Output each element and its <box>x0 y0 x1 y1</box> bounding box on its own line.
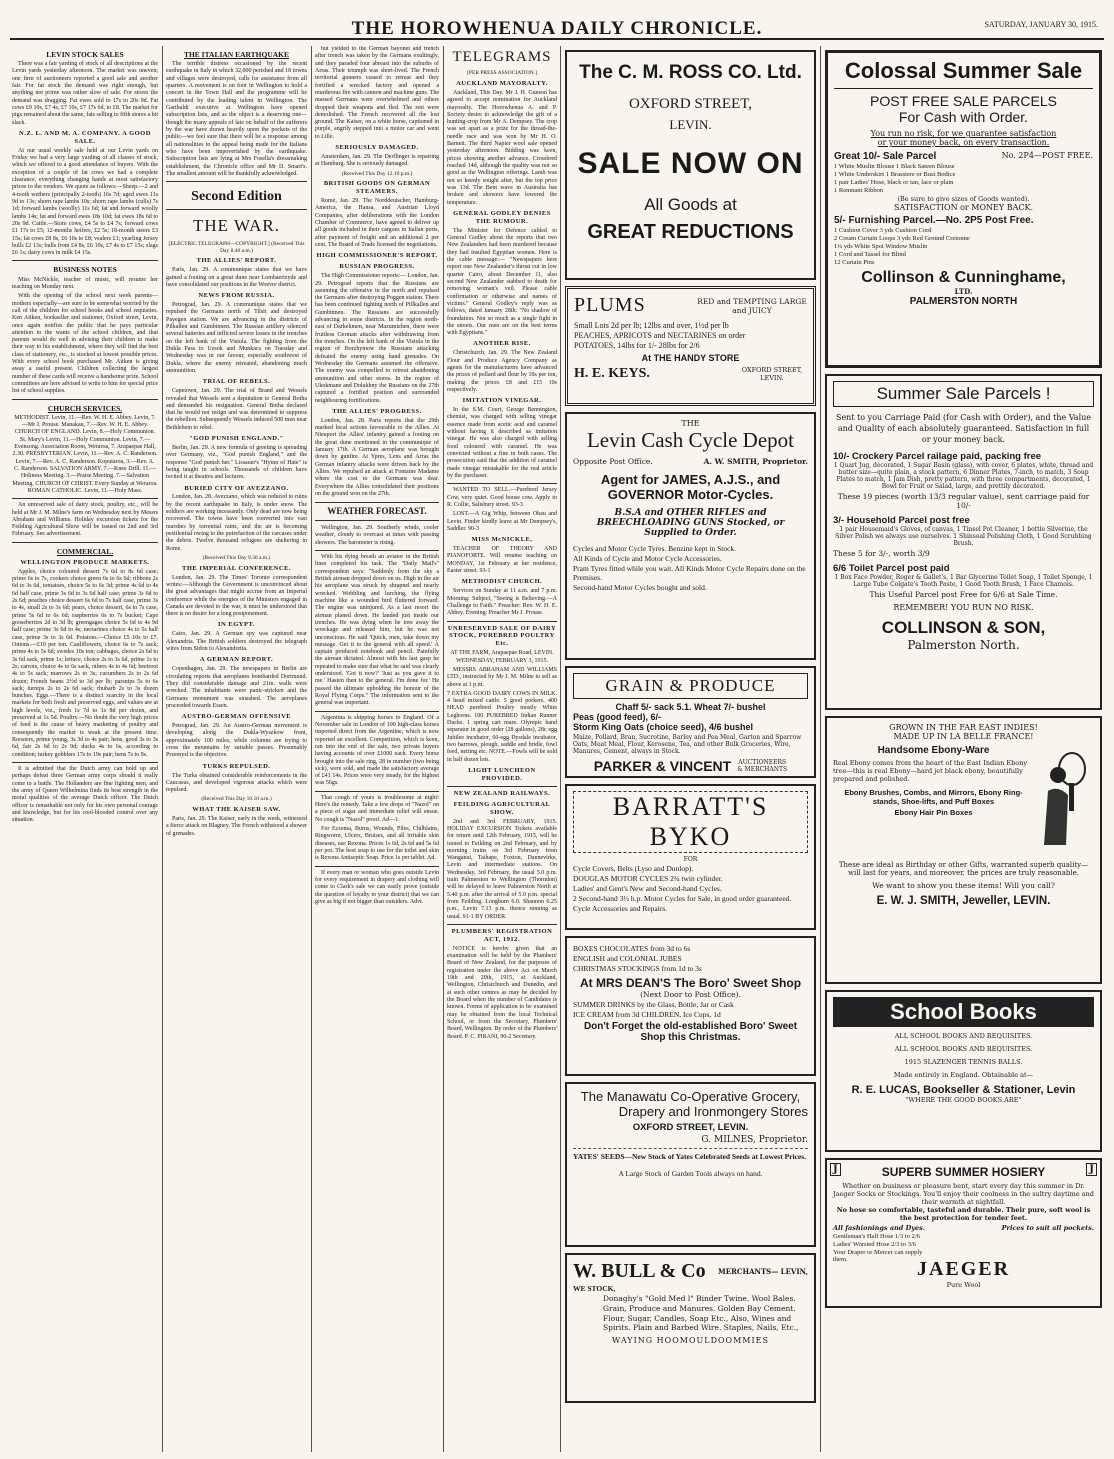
grain-tagline: AUCTIONEERS & MERCHANTS <box>737 759 788 773</box>
article-paragraph: The Minister for Defence cabled to General Godley about the reports that two New Zealanders had been murdered because they had insulted Egyptian women. Here is the cable message:— "Newspapers here report one New Zealander's throat cut in low quarter Cairo, about December 11, also second New Zealander stabbed to death for removing woman's veil. Please cable confirmation or otherwise and names of victims." General Godley's reply was as follows, dated January 28th: "No shadow of foundation. Not so much as a single fight in the streets. Our men are on the best terms with Egyptians." <box>447 227 557 337</box>
mirror-icon <box>1038 745 1094 855</box>
heading: TURKS REPULSED. <box>202 762 271 770</box>
colossal-item: 1¼ yds White Spot Window Muslin <box>834 243 928 250</box>
classified-lost: LOST.—A Gig Whip, between Ohau and Levin. Finder kindly leave at Mr Dempsey's, Saddler. 90-3 <box>447 511 557 532</box>
colossal-item: 1 White Muslin Blouse 1 Black Sateen Blouse <box>834 163 955 170</box>
column-rule <box>443 46 444 1452</box>
column-rule <box>820 46 821 1452</box>
ad-ebony-ware <box>825 716 1102 984</box>
heading: NEWS FROM RUSSIA. <box>198 292 275 300</box>
article-paragraph: Copenhagen, Jan. 29. The newspapers in Berlin are circulating reports that aeroplanes bombarded Dortmund. They did considerable damage and 21m. walls were wrecked. The inhabitants were panic-stricken and the Germans monument was smashed. The aeroplanes proceeded towards Essen. <box>166 666 307 709</box>
dean-line: CHRISTMAS STOCKINGS from 1d to 3s <box>573 964 702 973</box>
heading: IMITATION VINEGAR. <box>462 397 542 405</box>
article-paragraph: In the S.M. Court, George Bennington, chemist, was charged with selling vinegar essence made from acetic acid and caramel without having it described as imitation vinegar. He was also charged with selling food coloured with caramel. He was convicted without a fine in both cases. The prosecution said that the addition of caramel made vinegar mistakable for the real article by the purchaser. <box>447 407 557 479</box>
article-paragraph: 2nd and 3rd FEBRUARY, 1915. HOLIDAY EXCURSION Tickets available for return until 12th February, 1915, will be issued to Feilding on 2nd February, and by morning trains on 3rd February from Wanganui, Taihape, Foxton, Dannevirke, Levin and intermediate stations. On Wednesday, 3rd February, the usual 5.0 p.m. train Palmerston to Wellington (Thorndon) will be delayed to leave Palmerston North at 5.40 p.m. after the arrival of 5.0 p.m. special from Feilding. Longburn 6.0. Shannon 6.25 p.m., Levin 7.13 p.m. thence running as usual. 91-1 BY ORDER. <box>447 818 557 920</box>
heading: THE IMPERIAL CONFERENCE. <box>182 564 291 572</box>
dean-line: SUMMER DRINKS by the Glass, Bottle, Jar or Cask <box>573 1000 734 1009</box>
byko-line: 2 Second-hand 3½ h.p. Motor Cycles for Sale, in good order guaranteed. <box>573 894 792 903</box>
heading-church-services: CHURCH SERVICES. <box>47 403 123 413</box>
received-note: (Received This Day 12.10 p.m.) <box>341 170 413 177</box>
cycle-line: Pram Tyres fitted while you wait. All Kinds Motor Cycle Repairs done on the Premises. <box>573 564 806 582</box>
colossal-satisfaction: SATISFACTION or MONEY BACK. <box>893 203 1034 212</box>
colossal-post: POST FREE SALE PARCELS <box>870 93 1057 109</box>
ad-colossal-summer-sale <box>825 50 1102 368</box>
heading: LIGHT LUNCHEON PROVIDED. <box>468 766 536 782</box>
ad-barratts-byko <box>565 784 816 930</box>
ad-mrs-dean <box>565 936 816 1076</box>
article-paragraph: Services on Sunday at 11 a.m. and 7 p.m. Morning: Subject, "Seeing is Believing.—A Challenge to Faith." Preacher: Rev. W. H. E. Abbey. Evening: Preacher Mr J. Prouse. <box>447 588 557 617</box>
heading: IN EGYPT. <box>218 621 255 629</box>
byko-line: Cycle Accessories and Repairs. <box>573 904 668 913</box>
divider <box>447 621 557 622</box>
dean-line: ENGLISH and COLONIAL JUBES <box>573 954 682 963</box>
summer-remember: REMEMBER! YOU RUN NO RISK. <box>893 602 1034 612</box>
cycle-location: Opposite Post Office. <box>573 457 653 466</box>
article-paragraph: London, Jan. 28. Paris reports that the 29th marked local actions favourable to the Allies. At Nieuport the Allies' infantry gained a footing on the great dune mentioned in the communique of January 17th. A German aeroplane was brought down by gunfire. At Ypres, Lens and Arras the German infantry attacks were driven back by the Allies. We repulsed an attack at Fontaine Madame where the cost to the Germans was dear. Everywhere the Allies consolidated their positions on the ground won on the 27th. <box>315 417 439 497</box>
summer-household-price: These 5 for 3/-, worth 3/9 <box>833 548 930 558</box>
ad-school-books <box>825 990 1102 1152</box>
heading-produce-markets: WELLINGTON PRODUCE MARKETS. <box>20 558 150 566</box>
ad-summer-sale-parcels <box>825 374 1102 710</box>
divider <box>315 791 439 792</box>
byko-for: FOR <box>683 856 698 863</box>
heading: RUSSIAN PROGRESS. <box>339 263 415 271</box>
summer-title: Summer Sale Parcels ! <box>833 381 1094 407</box>
cycle-agent: Agent for JAMES, A.J.S., and GOVERNOR Motor-Cycles. <box>600 472 781 502</box>
divider <box>12 498 158 499</box>
dean-line: BOXES CHOCOLATES from 3d to 6s <box>573 944 691 953</box>
colossal-item: 1 Remnant Ribbon <box>834 187 884 194</box>
dean-reminder: Don't Forget the old-established Boro' Sweet Shop this Christmas. <box>583 1021 798 1043</box>
article-paragraph: but yielded to the German bayonet and trench after trench was taken by the Germans exultingly, and they paraded four abreast into the suburbs of Arras. Their triumph was short-lived. The French territorial gunners ceased to retreat and they fortified a wrecked factory and opened a murderous fire with cannon and machine guns. The massed Germans were overwhelmed and others dropped their weapons and fled. The rest were demolished. The French recovered all the lost ground. The Kaiser, on a white horse, captioned in purple, angrily stepped into a motor car and went to Lille. <box>315 46 439 140</box>
corner-j: J <box>830 1163 841 1176</box>
the-war-heading: THE WAR. <box>192 216 280 236</box>
jaeger-title: SUPERB SUMMER HOSIERY <box>881 1165 1046 1179</box>
colossal-item: 2 Cream Curtain Loops 3 yds Red Ground Cretonne <box>834 235 970 242</box>
article-paragraph: Rome, Jan. 29. The Norddeutscher, Hamburg-America, the Hansa, and Austrian Lloyd Companies, after deliberations with the London Chamber of Commerce, have agreed to deliver up all goods included in their cargoes in Italian ports, after payment of freight and an additional 2 per cent. The Board of Trade licensed the negotiations. <box>315 198 439 249</box>
summer-toilet-items: 1 Box Face Powder, Roger & Gallet's, 1 Bar Glycerine Toilet Soap, 1 Toilet Sponge, 1 Large Tube Colgate's Tooth Paste, 1 Good Tooth Brush, 1 Face Chamois. <box>834 573 1093 588</box>
jaeger-price-row: Gentleman's Half Hose 1/3 to 2/6 <box>833 1233 920 1240</box>
article-paragraph: If every man or woman who goes outside Levin for every requirement in drapery and clothing will come to Clark's sale we can easily prove (outside the question of loyalty to your district) that we can give as big if not bigger than outsiders. Advt. <box>315 869 439 905</box>
article-paragraph: Apples, choice coloured dessert 7s 6d to 8s 6d case; prime 6s to 7s, cookers choice green 6s to 6s 6d; ribbons 2s 6d to 3s 6d, tomatoes, choice 5s to 6s 3d; prime 4s 6d to 4s 6d half case, prime 3s 6d to 3s 6d half case; prime 3s 6d to 2s 6d; peaches choice dessert 6s 6d to 7s half case, prime 3s to 4s, small 2s to 3s 6d; pears, choice dessert, 6s to 7s case, prime 5s 6d to 6s 6d; raspberries 6s to 7s bucket; Cape gooseberries 2d to 3d lb; greengages choice 5s 6d to 4s 9d half case; prime 3s 6d to 4s; nectarines choice 4s to 5s half case, prime 3s to 3s 6d. Potatoes.—Choice £5 10s to £7. Onions.—£10 per ton. Cauliflowers, choice 6s to 7s sack; prime 4s to 5s 6d; swedes 10s ton; cabbages, choice 2s 6d to 3s 6d sack, prime 1s; lettuce, choice 2s to 3s 6d, prime 1s to 2s; carrots, choice 4s to 6s sack, others 4s to 4s 6d; beetroot 4s to 5s sack; marrows 2s to 3s; cucumbers 2s to 2s 6d dozen; French beans 2½d to 3d per lb; parsnips 5s to 6s sack; turnips 2s to 2s 6d sack; rhubarb 2s to 3s dozen bunches. Eggs.—There is a distinct scarcity in the local markets for both fresh and preserved eggs, and values are at high levels, viz., fresh 1s 7d to 1s 8d per dozen, and preserved at 1s 5d. Poultry.—No doubt the very high prices of feed is the cause of heavy marketing of poultry and consequently the market is weak at the present time. Roosters, prime young, 3s 3d to 4s pair; hens, good 3s to 3s 6d, fair 2s 6d to 2s 9d; ducks 4s to 6s, according to condition; turkey gobblers 17s to 19s pair; hens 7s to 9s. <box>12 568 158 758</box>
column-rule <box>311 46 312 1452</box>
article-paragraph: Berlin, Jan. 29. A new formula of greeting is spreading over Germany, viz., "God punish England," and the response "God punish her." Lissauer's "Hymn of Hate" is being taught in schools. Thousands of children have recited it at theatres and lectures. <box>166 444 307 481</box>
cycle-proprietor: A. W. SMITH, Proprietor. <box>703 457 808 466</box>
heading-business-notes: BUSINESS NOTES <box>53 265 117 275</box>
byko-title: BARRATT'S BYKO <box>573 791 808 853</box>
heading: AUSTRO-GERMAN OFFENSIVE <box>181 713 292 721</box>
divider <box>12 762 158 763</box>
heading: THE ALLIES' REPORT. <box>196 257 277 265</box>
article-paragraph: London, Jan. 28. Avezzano, which was reduced to ruins by the recent earthquake in Italy, is under snow. The soldiers are working incessantly. Only dead are now being recovered. The towns have been converted into vast marshes by torrential rains, and the air is becoming pestilential owing to the putrefaction of the carcases under the debris. Twelve thousand refugees are sheltering in Rome. <box>166 494 307 552</box>
summer-crockery: 10/- Crockery Parcel railage paid, packing free <box>833 450 1042 462</box>
school-books-title: School Books <box>833 997 1094 1027</box>
heading: BURIED CITY OF AVEZZANO. <box>184 484 289 492</box>
divider <box>315 550 439 551</box>
second-edition-banner: Second Edition <box>191 189 282 205</box>
summer-household: 3/- Household Parcel post free <box>833 514 970 526</box>
divider <box>447 924 557 925</box>
colossal-ltd: LTD. <box>954 287 973 296</box>
heading: PLUMBERS' REGISTRATION ACT, 1912. <box>451 927 553 943</box>
article-paragraph: Paris, Jan. 29. The Kaiser, early in the week, witnessed a fierce attack on Blagney. The French withstood a shower of grenades. <box>166 816 307 837</box>
ad-cycle-depot <box>565 412 816 660</box>
column-rule <box>560 46 561 1452</box>
jaeger-logo: JAEGER <box>916 1258 1011 1280</box>
colossal-risk: You run no risk, for we guarantee satisfaction <box>870 129 1057 138</box>
heading: AUCKLAND MAYORALTY. <box>456 80 548 87</box>
received-note: (Received This Day 10.10 a.m.) <box>201 796 272 803</box>
ad-cm-ross <box>565 50 816 280</box>
article-paragraph: There was a fair yarding of stock of all descriptions at the Levin yards yesterday afternoon. The market was uneven; one firm of auctioneers reported a good sale and another fair. For fat stock the demand was right enough, but anything not prime was rather slow of sale. For stores the demand was dragging. Fat ewes sold to 17s to 20s 9d. Fat cows £9 10s, £7 4s, £7 10s, £7 17s 6d, to £8. The market for pigs remained about the same, fats selling to fifth stores a bit slack. <box>12 61 158 126</box>
corner-j: J <box>1086 1163 1097 1176</box>
colossal-parcel-no: No. 2P4—POST FREE. <box>1001 151 1093 160</box>
divider <box>315 866 439 867</box>
weather-forecast-heading: WEATHER FORECAST. <box>315 502 439 521</box>
ebony-jeweller: E. W. J. SMITH, Jeweller, LEVIN. <box>876 895 1051 907</box>
heading-company-sale: N.Z. L. AND M. A. COMPANY. A GOOD SALE. <box>19 129 151 145</box>
ebony-pins: Ebony Hair Pin Boxes <box>894 808 973 817</box>
plums-store: At THE HANDY STORE <box>641 353 740 363</box>
telegrams-heading: TELEGRAMS <box>452 49 552 65</box>
column-rule <box>162 46 163 1452</box>
cycle-rifles: B.S.A and OTHER RIFLES and BREECHLOADING GUNS Stocked, or Supplied to Order. <box>596 508 785 538</box>
byko-line: Cycle Covers, Belts (Lyso and Dunlop). <box>573 864 694 873</box>
divider <box>315 711 439 712</box>
dean-next: (Next Door to Post Office). <box>640 990 741 999</box>
heading-italian-earthquake: THE ITALIAN EARTHQUAKE <box>183 50 290 59</box>
heading-commercial: COMMERCIAL. <box>56 546 114 556</box>
article-paragraph: With his dying breath an aviator in the British lines completed his task. The "Daily Mail's" correspondent says: "Suddenly from the sky a British airman dropped down on us. High in the air his aeroplane was struck by shrapnel and nearly wrecked. Wobbling and lurching, the flying machine like a wounded bird fluttered forward. The engine was uninjured. As a last resort the airman planed down. He landed just inside our trenches. He was dying when he tore away the wreckage and released him, but he was not unconscious. He said 'Quick, men, take down my message. Get it to the general with all speed.' A captain produced notebook and pencil. Painfully the airman dictated. Almost with his last gasp he repeated to make sure that what he said was clearly understood. 'Got it now?' 'Just as you gave it to me.' Hasten then to the general. I'm done for.' He passed the ultimate upholding the honour of the Royal Flying Corps." The information sent to the general was important. <box>315 554 439 707</box>
grain-merchant: PARKER & VINCENT <box>593 758 732 774</box>
grain-stock: Maize, Pollard, Bran, Sucrotine, Barley and Pea Meal, Garton and Sparrow Oats, Meat Meal, Flour, Kerosene, Tea, and other Bulk Groceries, Wire, Manures, Cement, always in Stock. <box>573 734 802 755</box>
plums-tagline: RED and TEMPTING LARGE and JUICY <box>697 296 807 315</box>
heading: SERIOUSLY DAMAGED. <box>335 144 419 152</box>
plums-potatoes: POTATOES, 14lbs for 1/- 28lbs for 2/6 <box>574 341 700 350</box>
bull-footer: WAYING HOOMOULDOOMMIES <box>612 1336 769 1345</box>
coop-yates: YATES' SEEDS—New Stock of Yates Celebrated Seeds at Lowest Prices. <box>573 1152 807 1161</box>
article-paragraph: Miss McNickle, teacher of music, will resume her teaching on Monday next. <box>12 276 158 290</box>
colossal-sizes: (Be sure to give sizes of Goods wanted). <box>897 195 1030 203</box>
plums-peaches: PEACHES, APRICOTS and NECTARINES on order <box>574 331 746 340</box>
cycle-line: Cycles and Motor Cycle Tyres. Benzine kept in Stock. <box>573 544 737 553</box>
article-paragraph: Auckland, This Day. Mr J. H. Gunson has agreed to accept nomination for Auckland mayoralty. The Horowhenua A. and P. Society desire to acknowledge the gift of a hunting-crop from Mr A. Dempsey. The crop was set apart as a prize for the thread-the-needle race and was won by Mr H. O. Barnett. The third Napier wool sale opened yesterday afternoon. Bidding was keen, prices showing another advance. Crossbred reached 14d, although the quality was not so good as the Wellington offerings. Lamb was not so keenly sought after, but the top price was 13d. The Bent wave in Australia has broken and showers have lowered the temperature. <box>447 89 557 206</box>
sale-instruction: MESSRS ABRAHAM AND WILLIAMS LTD., instructed by Mr J. M. Milne to sell as above at 1 p.m. <box>447 666 557 688</box>
article-paragraph: Petrograd, Jan. 29. An Austro-German movement is developing along the Dukla-Wyszkow front, approximately 100 miles, while columns are trying to cross the mountains by suitable passes. Presumably Przemysl is the objective. <box>166 723 307 759</box>
column-2 <box>166 46 307 1452</box>
school-line: 1915 SLAZENGER TENNIS BALLS. <box>904 1058 1023 1066</box>
telegrams-sub: [PER PRESS ASSOCIATION.] <box>467 70 537 77</box>
coop-proprietor: G. MILNES, Proprietor. <box>701 1135 808 1145</box>
heading: MISS McNICKLE, <box>471 536 533 544</box>
ross-address: OXFORD STREET, <box>628 96 753 112</box>
grain-peas: Peas (good feed), 6/- <box>573 712 662 722</box>
heading: GENERAL GODLEY DENIES THE RUMOUR. <box>453 209 551 225</box>
colossal-item: 1 pair Ladies' Hose, black or tan, lace or plain <box>834 179 954 186</box>
coop-stores: Drapery and Ironmongery Stores <box>618 1104 808 1119</box>
column-4 <box>447 46 557 1452</box>
colossal-place: PALMERSTON NORTH <box>909 296 1018 307</box>
divider <box>166 209 307 210</box>
plums-address: OXFORD STREET, LEVIN. <box>741 366 803 382</box>
article-paragraph: Cairo, Jan. 29. A German spy was captured near Alexandria. The British soldiers destroyed the telegraph wires from Sidon to Alexandretta. <box>166 631 307 653</box>
article-paragraph: With the opening of the school next week parents—mothers especially—are sure to be somewhat worried by the call of the children for school books and school requisites. Ken Aitken, bookseller and stationer, Oxford street, Levin, once again notifies the public that he pays particular attention to the wants of the school children, and that parents would do well in advising their children to make their way to his establishment, where they will find the best class of stationery, etc., is stocked at lowest possible prices. With every school book purchased Mr. Aitken is giving away a useful present. Children collecting the largest number of these cards will receive a handsome prize. School committees are here advised to write to him for special price list of school supplies. <box>12 293 158 395</box>
school-slogan: "WHERE THE GOOD BOOKS ARE" <box>905 1096 1022 1104</box>
grain-oats: Storm King Oats (choice seed), 4/6 bushel <box>573 722 754 732</box>
heading: ANOTHER RISE. <box>473 340 531 348</box>
ads-column-center <box>563 46 818 1452</box>
colossal-item: 1 White Underskirt 1 Brassiere or Bust Bodice <box>834 171 956 178</box>
article-paragraph: The terrible distress occasioned by the recent earthquake in Italy in which 32,000 perished and 18 towns and villages were destroyed, calls for assistance from all quarters. A movement is on foot in Wellington to hold a concert in the Town Hall and the programme will be contributed by the leading talent in Wellington. The Garibaldi executive at Wellington have opened subscription lists, and as the object is a deserving one—though the many appeals of late on behalf of the sufferers by the war have drawn heavily upon the pockets of the public—we feel sure that there will be a response among all nationalities to the appeal being made for the Italians who have been impoverished by the earthquake. Subscription lists are lying at Mrs Fosella's dressmaking establishment, the Chronicle office and Mr D. Smart's. The smallest amount will be thankfully acknowledged. <box>166 61 307 177</box>
issue-date: SATURDAY, JANUARY 30, 1915. <box>984 20 1098 29</box>
heading: "GOD PUNISH ENGLAND." <box>189 435 284 443</box>
cycle-line: All Kinds of Cycle and Motor Cycle Accessories. <box>573 554 722 563</box>
jaeger-fashions: All fashionings and Dyes. <box>833 1224 926 1232</box>
newspaper-title: THE HOROWHENUA DAILY CHRONICLE. <box>351 18 763 39</box>
summer-crockery-items: 1 Quart Jug, decorated, 1 Sugar Basin (glass), with cover, 6 plates, white, thread and butter size—quite plain, a stock pattern, 6 Dinner Plates, 7-inch, to match, 3 Soup Plates to match, 1 Jam Dish, pretty pattern, with three compartments, decorated, 1 Bowl for Fruit or Salad, large, and prettily decorated. <box>833 461 1094 490</box>
summer-store-name: COLLINSON & SON, <box>881 617 1046 637</box>
sale-items: 7 EXTRA GOOD DAIRY COWS IN MILK. 4 head mixed cattle. 5 good porkers. 400 HEAD purebred Poultry mostly White Leghorns. 100 PUREBRED Indian Runner Ducks. 1 spring cart mare. Olympic hand separator in good order (28 gallons), 28c egg Jubilee incubator, 60-egg Dysdale incubator, two harrows, plough, saddle and bridle, fowl feed, netting etc. NOTE.—Fowls will be sold in half dozen lots. <box>447 690 557 763</box>
colossal-item: 1 Cushion Cover 3 yds Cushion Cord <box>834 227 932 234</box>
plums-prices: Small Lots 2d per lb; 12lbs and over, 1½d per lb <box>574 321 729 330</box>
article-paragraph: London, Jan. 29. The Times' Toronto correspondent writes:—Although the Government is unconvinced about the great advantages that might accrue from an Imperial conference while the energies of the Ministers engaged in Canada are devoted to the war, it must be understood that there is no desire for a long postponement. <box>166 574 307 618</box>
jaeger-price-row: Ladies' Worsted Hose 2/3 to 3/6 <box>833 1241 917 1248</box>
ads-column-right <box>823 46 1104 1452</box>
heading: HIGH COMMISSIONER'S REPORT. <box>316 252 438 260</box>
article-paragraph: Christchurch, Jan. 29. The New Zealand Flour and Produce Agency Company as agents for the manufacturers have advanced the prices of pollard and flour by 10s per ton, making the prices £8 and £15 10s respectively. <box>447 350 557 393</box>
ad-manawatu-coop <box>565 1082 816 1247</box>
plums-proprietor: H. E. KEYS. <box>574 366 650 381</box>
summer-household-items: 1 pair Housemaid's Gloves, of canvas, 1 Tinsel Pot Cleaner, 1 bottle Silverine, the Silver Polish we always use ourselves. 1 Shinsoal Polishing Cloth, 1 Good Scrubbing Brush. <box>835 525 1092 547</box>
divider <box>447 483 557 484</box>
ross-name: The C. M. ROSS CO. Ltd. <box>579 62 802 83</box>
school-line: ALL SCHOOL BOOKS AND REQUISITES. <box>894 1045 1033 1053</box>
column-3 <box>315 46 439 1452</box>
jaeger-comfort: No hose so comfortable, tasteful and durable. Their pure, soft wool is the best protection for tender feet. <box>836 1206 1091 1222</box>
divider <box>166 181 307 182</box>
bull-tagline: MERCHANTS— LEVIN, <box>718 1267 808 1276</box>
heading: BRITISH GOODS ON GERMAN STEAMERS. <box>323 180 431 196</box>
heading: UNRESERVED SALE OF DAIRY STOCK, PUREBRED POULTRY Etc. <box>447 624 557 648</box>
article-paragraph: Amsterdam, Jan. 29. The Derflinger is repairing at Hamburg. She is seriously damaged. <box>315 153 439 168</box>
war-subheading: [ELECTRIC TELEGRAPH—COPYRIGHT.] (Received This Day 8.40 a.m.) <box>168 240 305 254</box>
dean-shop: At MRS DEAN'S The Boro' Sweet Shop <box>579 976 802 990</box>
cycle-depot-name: Levin Cash Cycle Depot <box>586 428 795 452</box>
cycle-the: THE <box>681 419 700 428</box>
summer-toilet-price: This Useful Parcel post Free for 6/6 at Sale Time. <box>869 589 1058 599</box>
ad-plums <box>565 286 816 406</box>
ad-grain-produce <box>565 666 816 778</box>
ebony-call: We want to show you these items! Will you call? <box>872 881 1055 890</box>
colossal-parcel: Great 10/- Sale Parcel <box>834 151 937 162</box>
coop-address: OXFORD STREET, LEVIN. <box>632 1122 749 1133</box>
article-paragraph: That cough of yours is troublesome at night! Here's the remedy. Take a few drops of "Nazol" on a piece of sugar and immediate relief will ensue. No cough is "Nazol" proof. Ad—1. <box>315 794 439 823</box>
dean-line: ICE CREAM from 3d CHILDREN, Ice Cups, 1d <box>573 1010 721 1019</box>
article-paragraph: Petrograd, Jan. 29. A communique states that we repulsed the Germans north of Tilsit and destroyed Payegen station. We are advancing in the districts of Pilkallen and Gumbinnen. The Russian artillery silenced several batteries and inflicted severe losses in the trenches on the left bank of the Vistula. The fighting from the Dukla Pass to Uzsok and Munkacs on Tuesday and Wednesday was in our favour, especially southwest of Dukla, where the enemy retreated, abandoning much ammunition. <box>166 302 307 374</box>
cycle-line: Second-hand Motor Cycles bought and sold. <box>573 583 707 592</box>
plums-title: PLUMS <box>574 294 646 316</box>
ad-jaeger-hosiery <box>825 1158 1102 1308</box>
heading: TRIAL OF REBELS. <box>202 378 271 386</box>
church-listing: METHODIST. Levin, 11.—Rev. W. H. E. Abbey. Levin, 7.—Mr J. Prouse. Manakau, 7.—Rev. W. H. E. Abbey. CHURCH OF ENGLAND. Levin, 8.—Holy Communion. St. Mary's Levin, 11.—Holy Communion. Levin, 7.—Evensong. Association Room, Weraroa, 7. Arapaepae Hall, 2.30. PRESBYTERIAN. Levin, 11.—Rev. A. C. Randerson. Levin, 7.—Rev. A. C. Randerson. Koputaroa, 3.—Rev. A. C. Randerson. SALVATION ARMY. 7.—Knee Drill. 11.—Holiness Meeting. 3.—Praise Meeting. 7.—Salvation Meeting. CHURCH OF CHRIST. Every Sunday at Weraroa. ROMAN CATHOLIC. Levin, 11.—Holy Mass. <box>12 414 158 494</box>
coop-garden: A Large Stock of Garden Tools always on hand. <box>618 1169 763 1178</box>
article-paragraph: NOTICE is hereby given that an examination will be held by the Plumbers' Board of New Zealand, for the purposes of registration under the above Act on March 19th and 20th, 1915, at Auckland, Wellington, Christchurch and Dunedin, and at such other centres as may be decided by the Board when the number of Candidates is known. Forms of application to be examined may be obtained from the local Technical School, or from the Secretary, Plumbers' Board, Wellington. By order of the Plumbers' Board. P. C. PIRANI, 90-2 Secretary. <box>447 945 557 1040</box>
heading: NEW ZEALAND RAILWAYS. <box>453 789 551 797</box>
divider <box>12 542 158 543</box>
column-1 <box>12 46 158 1452</box>
heading: METHODIST CHURCH. <box>461 578 543 586</box>
bull-items: Donaghy's "Gold Med l" Binder Twine. Wool Bales. Grain, Produce and Manures. Golden Bay Cement. Flour, Sugar, Candles, Soap Etc., Also, Wines and Spirits. Plain and Barbed Wire. Staples, Nails, Etc., <box>603 1294 799 1333</box>
grain-title: GRAIN & PRODUCE <box>573 673 808 699</box>
summer-place: Palmerston North. <box>907 637 1020 652</box>
jaeger-pure-wool: Pure Wool <box>946 1281 981 1289</box>
ebony-items: Ebony Brushes, Combs, and Mirrors, Ebony Ring-stands, Shoe-lifts, and Puff Boxes <box>844 788 1023 806</box>
received-note: (Received This Day 9.30 a.m.) <box>202 554 271 561</box>
bull-stock: WE STOCK, <box>573 1284 616 1293</box>
school-line: Made entirely in England. Obtainable at— <box>893 1071 1034 1079</box>
colossal-cash: For Cash with Order. <box>898 109 1029 125</box>
ebony-gifts: These are ideal as Birthday or other Gifts, warranted superb quality—will last for years, and moreover, the prices are truly reasonable. <box>838 861 1089 877</box>
article-paragraph: The Turks obtained considerable reinforcements in the Caucasus, and developed vigorous attacks which were repulsed. <box>166 772 307 794</box>
byko-line: Ladies' and Gent's New and Second-hand Cycles. <box>573 884 722 893</box>
ebony-made: MADE UP IN LA BELLE FRANCE! <box>893 732 1034 741</box>
ad-w-bull <box>565 1253 816 1403</box>
ebony-title: Handsome Ebony-Ware <box>877 745 990 756</box>
masthead <box>10 18 1104 40</box>
byko-line: DOUGLAS MOTOR CYCLES 2¾ twin cylinder. <box>573 874 723 883</box>
article-paragraph: Argentina is shipping horses to England. Of a November sale in London of 100 high-class horses imported direct from the Argentine, which is now reported an excellent. Competition, which is keen, ran into the end of the sale, two private buyers having accounts of over £1000 each. Every horse brought into the sale ring, 28 in number (two being sick), were sold, and made the satisfactory average of £41 14s. Prices were very steady, for the highest was 56gs. <box>315 714 439 787</box>
divider <box>447 786 557 787</box>
sale-location: AT THE FARM, Arapaepae Road, LEVIN. WEDNESDAY, FEBRUARY 3, 1915. <box>450 650 554 664</box>
divider <box>12 399 158 400</box>
classified-wanted: WANTED TO SELL.—Purebred Jersey Cow, very quiet. Good house cow. Apply to R. Collie, Salisbury street. 93-3 <box>447 487 557 508</box>
article-paragraph: Paris, Jan. 29. A communique states that we have gained a footing on a great dune near Lombaertzyde and have consolidated our positions in the Woevre district. <box>166 267 307 288</box>
ross-sale-now-on: SALE NOW ON <box>577 147 804 180</box>
lady-with-mirror-illustration <box>1038 745 1094 855</box>
article-paragraph: For Eczema, Burns, Wounds, Piles, Chilblains, Ringworm, Ulcers, Bruises, and all irritable skin diseases, use Rexona. Prices 1s 6d, 2s 6d and 5s 6d per pot. The best soap to use for the toilet and skin is Rexona Antiseptic Soap. Price 1s per tablet. Ad. <box>315 826 439 862</box>
classified-teacher: TEACHER OF THEORY AND PIANOFORTE. Will resume teaching on MONDAY, 1st February at her residence, Easter street. 93-1 <box>447 546 557 575</box>
divider <box>573 1148 808 1149</box>
heading: FEILDING AGRICULTURAL SHOW. <box>453 800 551 816</box>
colossal-item: 12 Curtain Pins <box>834 259 875 266</box>
heading: THE ALLIES' PROGRESS. <box>332 407 422 415</box>
summer-crockery-price: These 19 pieces (worth 13/3 regular value), sent carriage paid for 10/- <box>837 491 1090 510</box>
article-paragraph: It is admitted that the Dutch army can hold up and perhaps defeat three German army corps should it really come to a battle. The Hollanders are fine fighting men, and the army of Queen Wilhelmina finds its best strength in the moral qualities of the average Dutch officer. The Dutch officer is remarkable not only for his own personal courage and knowledge, but for his cool-blooded control over any situation. <box>12 765 158 824</box>
article-paragraph: At our usual weekly sale held at our Levin yards on Friday we had a very large yarding of all classes of stock, which we offered to a good attendance of buyers. With the exception of a couple of fat cows we had a complete clearance, everything changing hands at most satisfactory prices to the vendors. We quote as follows:—Sheep.—2 and 4-tooth wethers (principally 2-tooth) 16s 7d; aged ewes 11s 9d to 13s; shorn rape lambs 10s; shorn rape lambs (culls) 7s 1d; forward lambs (woolly) 11s 6d; fat and forward woolly lambs 14s; fat and forward ewes 18s 10d; fat ewes 18s 6d to 20s 9d. Cattle.—Store cows, £4 5s to £4 7s; forward cows £1 17s to £5; 12-months heifers, £2 5s; 18-month steers £3 15s; fat cows £8 8s, £6 10s to £8; vealers £1; yearling Jersey bulls £2 13s; bulls from £4 8s, £6 10s, £7 4s to £7 15s; slags £6 1s; dairy cows in milk £4 15s. <box>12 147 158 257</box>
heading-levin-stock-sales: LEVIN STOCK SALES <box>46 50 124 59</box>
jaeger-intro: Whether on business or pleasure bent, start every day this summer in Dr. Jaeger Socks or Stockings. You'll enjoy their coolness in the sultry daytime and their warmth at nightfall. <box>833 1182 1094 1206</box>
colossal-item: 1 Cord and Tassel for Blind <box>834 251 906 258</box>
grain-chaff: Chaff 5/- sack 5.1. Wheat 7/- bushel <box>615 702 766 712</box>
ebony-origin: GROWN IN THE FAR EAST INDIES! <box>889 723 1038 732</box>
summer-intro: Sent to you Carriage Paid (for Cash with Order), and the Value and Quality of each absolutely guaranteed. Satisfaction in full or your money back. <box>835 413 1092 445</box>
colossal-title: Colossal Summer Sale <box>834 58 1093 89</box>
school-bookseller: R. E. LUCAS, Bookseller & Stationer, Levin <box>851 1084 1076 1096</box>
ross-all-goods: All Goods at <box>644 195 737 214</box>
article-paragraph: The High Commissioner reports:— London, Jan. 29. Petrograd reports that the Russians are assuming the offensive in the north and repulsed the Germans after destroying Poggen station. There has been continued fighting north of Pillkallen and Gumbinnen. The Russians are successfully advancing in some districts. In the region north-east of Darkehmen, near Mazumiehen, there were fruitless German attacks after withdrawing from the trenches. On the left bank of the Vistula in the region of Borzhymow the Russians attacking defeated the enemy using hand grenades. On Wednesday the Germans assumed the offensive. The enemy was compelled to retreat abandoning ammunition and other stores. In the region of Ukokmane and Dolukhny the Russians on the 27th captured a fortified position and surrounded neighbouring fortifications. <box>315 273 439 404</box>
colossal-furnishing: 5/- Furnishing Parcel.—No. 2P5 Post Free. <box>834 215 1034 226</box>
school-line: ALL SCHOOL BOOKS AND REQUISITES. <box>894 1032 1033 1040</box>
heading: WHAT THE KAISER SAW. <box>192 806 281 814</box>
jaeger-draper: Your Draper or Mercer can supply them. <box>833 1249 923 1263</box>
ross-town: LEVIN. <box>669 117 712 132</box>
colossal-store-name: Collinson & Cunninghame, <box>861 269 1066 286</box>
colossal-back: or your money back, on every transaction. <box>877 138 1050 147</box>
jaeger-prices: Prices to suit all pockets. <box>1001 1224 1094 1232</box>
ross-great-reductions: GREAT REDUCTIONS <box>587 221 794 243</box>
heading: A GERMAN REPORT. <box>199 656 274 664</box>
article-paragraph: Wellington, Jan. 29. Southerly winds, cooler weather, cloudy to overcast at times with passing showers. The barometer is rising. <box>315 525 439 546</box>
coop-name: The Manawatu Co-Operative Grocery, <box>580 1089 801 1104</box>
article-paragraph: An unreserved sale of dairy stock, poultry, etc., will be held at Mr J. M. Milne's farm on Wednesday next by Messrs Abraham and Williams. Holiday excursion tickets for the Feilding Agricultural Show will be issued on 2nd and 3rd February. See advertisement. <box>12 502 158 538</box>
bull-name: W. BULL & Co <box>573 1260 706 1282</box>
divider <box>12 260 158 261</box>
summer-toilet: 6/6 Toilet Parcel post paid <box>833 562 950 574</box>
ebony-description: Real Ebony comes from the heart of the East Indian Ebony tree—this is real Ebony—hard jet black ebony, beautifully prepared and polished. <box>833 759 1028 783</box>
article-paragraph: Capetown, Jan. 29. The trial of Brand and Wessels revealed that Wessels sent a deputation to General Botha and demanded his resignation. General Botha declared that he would not resign and was determined to suppress the rebellion. Subsequently Wessels induced 500 men near Bethlehem to rebel. <box>166 388 307 431</box>
